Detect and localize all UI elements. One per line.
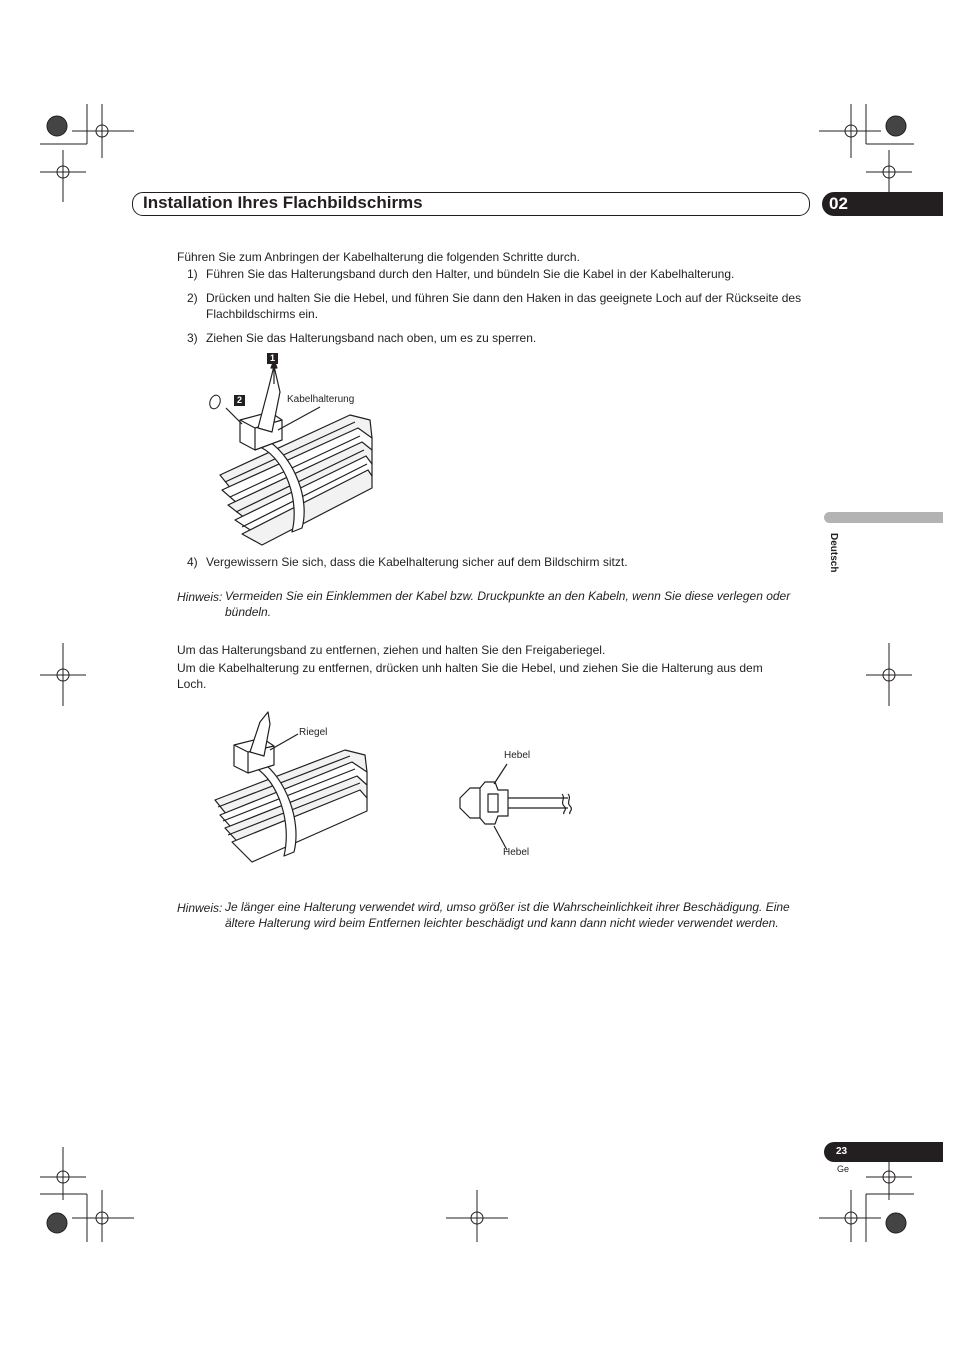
page-number: 23: [836, 1146, 848, 1157]
step-4-text: Vergewissern Sie sich, dass die Kabelhalterung sicher auf dem Bildschirm sitzt.: [206, 555, 628, 569]
note-2-label: Hinweis:: [177, 901, 223, 915]
lever-illustration: [450, 760, 580, 850]
intro-text: Führen Sie zum Anbringen der Kabelhalterung die folgenden Schritte durch.: [177, 250, 580, 264]
page-language-code: Ge: [837, 1164, 850, 1174]
clamp-label: Kabelhalterung: [287, 394, 355, 405]
section-title: Installation Ihres Flachbildschirms: [143, 193, 423, 212]
step-badge-1: 1: [267, 353, 278, 364]
step-2-text: Drücken und halten Sie die Hebel, und führen Sie dann den Haken in das geeignete Loch auf der Rückseite des Flachbildschirms ein.: [206, 291, 802, 321]
note-1-label: Hinweis:: [177, 590, 223, 604]
step-3-text: Ziehen Sie das Halterungsband nach oben, um es zu sperren.: [206, 331, 537, 345]
removal-text-2: Um die Kabelhalterung zu entfernen, drücken unh halten Sie die Hebel, und ziehen Sie die Halterung aus dem: [177, 661, 763, 675]
note-2-text: Je länger eine Halterung verwendet wird, umso größer ist die Wahrscheinlichkeit ihrer Beschädigung. Eine ältere Halterung wird beim Entfernen leichter beschädigt und kann dann nicht wieder verwendet werden.: [225, 900, 790, 930]
step-badge-2: 2: [234, 395, 245, 406]
lever-top-label: Hebel: [504, 750, 531, 761]
language-tab: [824, 512, 943, 523]
step-1-number: 1): [187, 267, 198, 281]
removal-text-1: Um das Halterungsband zu entfernen, ziehen und halten Sie den Freigaberiegel.: [177, 643, 606, 657]
note-1-text: Vermeiden Sie ein Einklemmen der Kabel bzw. Druckpunkte an den Kabeln, wenn Sie diese verlegen oder bündeln.: [225, 589, 791, 619]
cable-clamp-illustration: [200, 350, 400, 550]
step-4-number: 4): [187, 555, 198, 569]
step-1-text: Führen Sie das Halterungsband durch den Halter, und bündeln Sie die Kabel in der Kabelhalterung.: [206, 267, 735, 281]
language-label: Deutsch: [828, 533, 839, 573]
removal-text-3: Loch.: [177, 677, 207, 691]
step-3-number: 3): [187, 331, 198, 345]
latch-label: Riegel: [299, 727, 328, 738]
step-2-number: 2): [187, 291, 198, 305]
lever-bottom-label: Hebel: [503, 847, 530, 858]
chapter-number: 02: [829, 194, 848, 213]
